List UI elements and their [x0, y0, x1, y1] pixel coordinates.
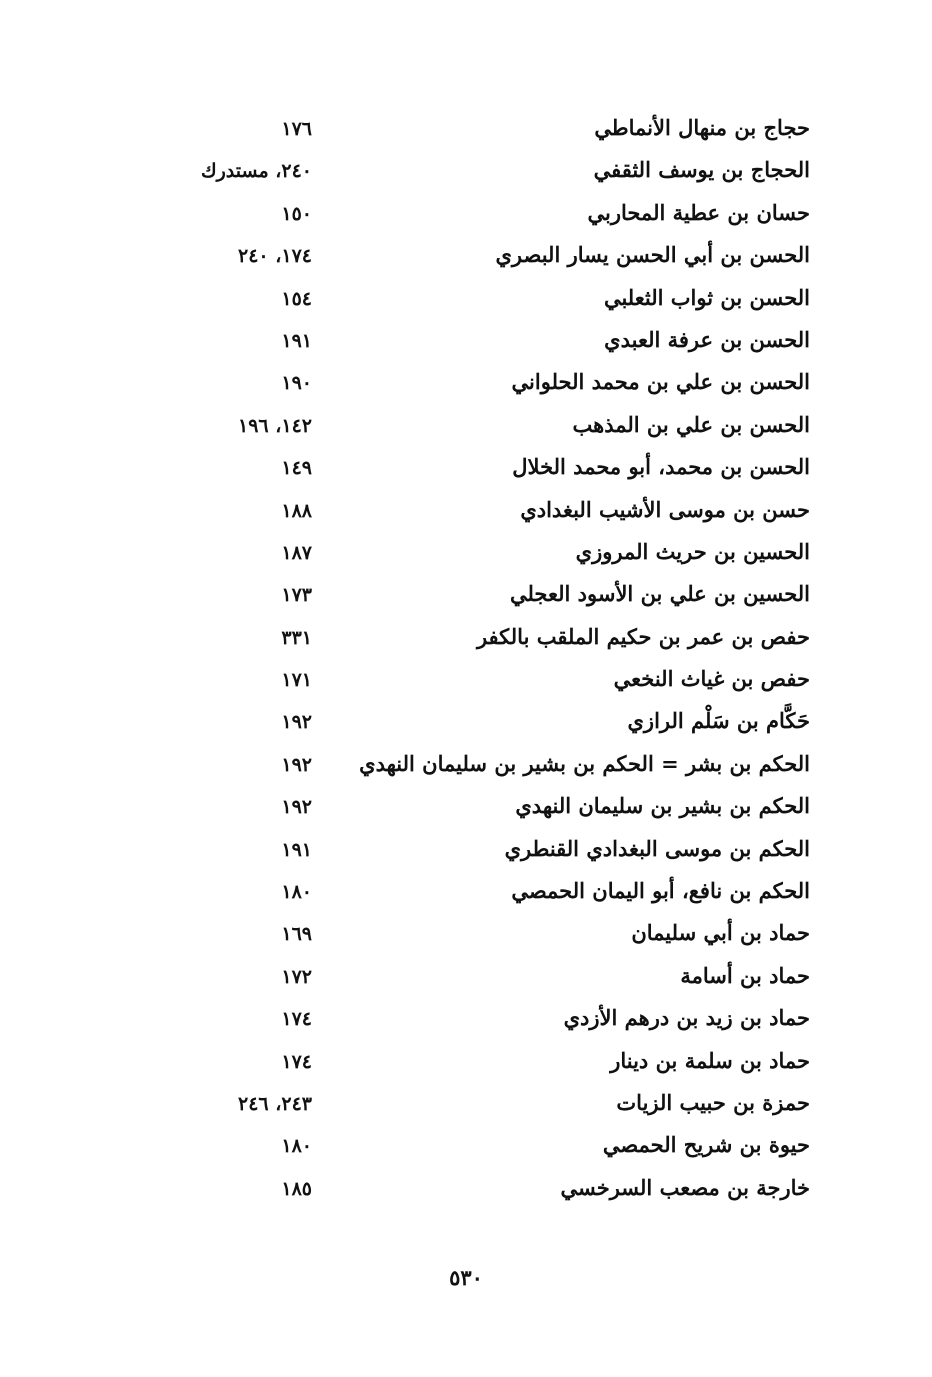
entry-pages: ٢٤٠، مستدرك	[200, 160, 312, 183]
entry-pages: ١٥٠	[281, 202, 312, 225]
entry-pages: ١٩٠	[281, 372, 312, 395]
index-entry	[0, 700, 932, 742]
entry-name: الحكم بن بشر = الحكم بن بشير بن سليمان النهدي	[359, 750, 810, 776]
index-entry	[0, 446, 932, 488]
entry-name: حَكَّام بن سَلْم الرازي	[627, 708, 810, 734]
entry-pages: ١٧٢	[281, 965, 312, 988]
index-entry	[0, 658, 932, 700]
entry-name: حجاج بن منهال الأنماطي	[594, 115, 810, 140]
entry-pages: ١٤٢، ١٩٦	[238, 414, 312, 437]
entry-name: حفص بن غياث النخعي	[613, 666, 810, 692]
entry-name: حماد بن زيد بن درهم الأزدي	[563, 1005, 810, 1031]
entry-pages: ١٨٠	[281, 1135, 312, 1158]
index-entry	[0, 616, 932, 658]
index-entry	[0, 997, 932, 1039]
entry-pages: ١٧٤، ٢٤٠	[238, 245, 312, 268]
entry-name: الحسن بن علي بن المذهب	[572, 411, 810, 437]
index-list	[0, 107, 932, 1209]
entry-name: الحسين بن علي بن الأسود العجلي	[509, 581, 810, 607]
index-entry	[0, 234, 932, 276]
index-entry	[0, 785, 932, 827]
index-entry	[0, 870, 932, 912]
index-entry	[0, 912, 932, 954]
entry-name: الحكم بن بشير بن سليمان النهدي	[515, 793, 810, 819]
index-entry	[0, 573, 932, 615]
index-entry	[0, 489, 932, 531]
entry-pages: ١٩٢	[281, 711, 312, 734]
entry-name: الحسين بن حريث المروزي	[575, 538, 810, 564]
entry-name: حسن بن موسى الأشيب البغدادي	[520, 496, 810, 522]
index-entry	[0, 107, 932, 149]
entry-name: حماد بن سلمة بن دينار	[610, 1047, 810, 1073]
entry-name: الحكم بن موسى البغدادي القنطري	[504, 835, 810, 861]
entry-name: حسان بن عطية المحاربي	[587, 199, 810, 225]
index-entry	[0, 1040, 932, 1082]
entry-name: حماد بن أسامة	[680, 962, 810, 988]
entry-pages: ١٨٨	[281, 499, 312, 522]
entry-name: حفص بن عمر بن حكيم الملقب بالكفر	[476, 623, 810, 649]
entry-name: الحسن بن محمد، أبو محمد الخلال	[512, 454, 810, 480]
entry-pages: ١٥٤	[281, 287, 312, 310]
entry-pages: ١٧٦	[281, 118, 312, 140]
entry-pages: ٣٣١	[281, 626, 312, 649]
index-entry	[0, 531, 932, 573]
entry-pages: ١٧٤	[281, 1050, 312, 1073]
entry-pages: ١٨٧	[281, 541, 312, 564]
entry-name: الحسن بن أبي الحسن يسار البصري	[495, 242, 810, 268]
entry-pages: ١٧٣	[281, 584, 312, 607]
entry-pages: ٢٤٣، ٢٤٦	[238, 1092, 312, 1115]
page-number: ٥٣٠	[449, 1265, 483, 1290]
index-entry	[0, 743, 932, 785]
index-entry	[0, 149, 932, 191]
entry-pages: ١٨٠	[281, 881, 312, 904]
entry-name: الحسن بن علي بن محمد الحلواني	[511, 369, 810, 395]
index-entry	[0, 277, 932, 319]
index-entry	[0, 1124, 932, 1166]
index-entry	[0, 361, 932, 403]
entry-name: حيوة بن شريح الحمصي	[602, 1132, 810, 1158]
index-entry	[0, 192, 932, 234]
entry-pages: ١٧١	[281, 669, 312, 692]
entry-name: حمزة بن حبيب الزيات	[616, 1089, 810, 1115]
entry-pages: ١٦٩	[281, 923, 312, 946]
entry-name: خارجة بن مصعب السرخسي	[560, 1174, 810, 1200]
entry-pages: ١٨٥	[281, 1177, 312, 1200]
entry-name: الحسن بن ثواب الثعلبي	[603, 284, 810, 310]
entry-pages: ١٩٢	[281, 796, 312, 819]
entry-pages: ١٩١	[281, 329, 312, 352]
index-entry	[0, 828, 932, 870]
entry-name: الحكم بن نافع، أبو اليمان الحمصي	[511, 878, 810, 904]
index-entry	[0, 955, 932, 997]
entry-name: الحجاج بن يوسف الثقفي	[593, 157, 810, 183]
entry-pages: ١٧٤	[281, 1008, 312, 1031]
entry-pages: ١٩١	[281, 838, 312, 861]
index-entry	[0, 1167, 932, 1209]
index-entry	[0, 404, 932, 446]
index-entry	[0, 319, 932, 361]
entry-pages: ١٩٢	[281, 753, 312, 776]
entry-pages: ١٤٩	[281, 457, 312, 480]
index-entry	[0, 1082, 932, 1124]
entry-name: حماد بن أبي سليمان	[631, 920, 810, 946]
entry-name: الحسن بن عرفة العبدي	[604, 326, 810, 352]
